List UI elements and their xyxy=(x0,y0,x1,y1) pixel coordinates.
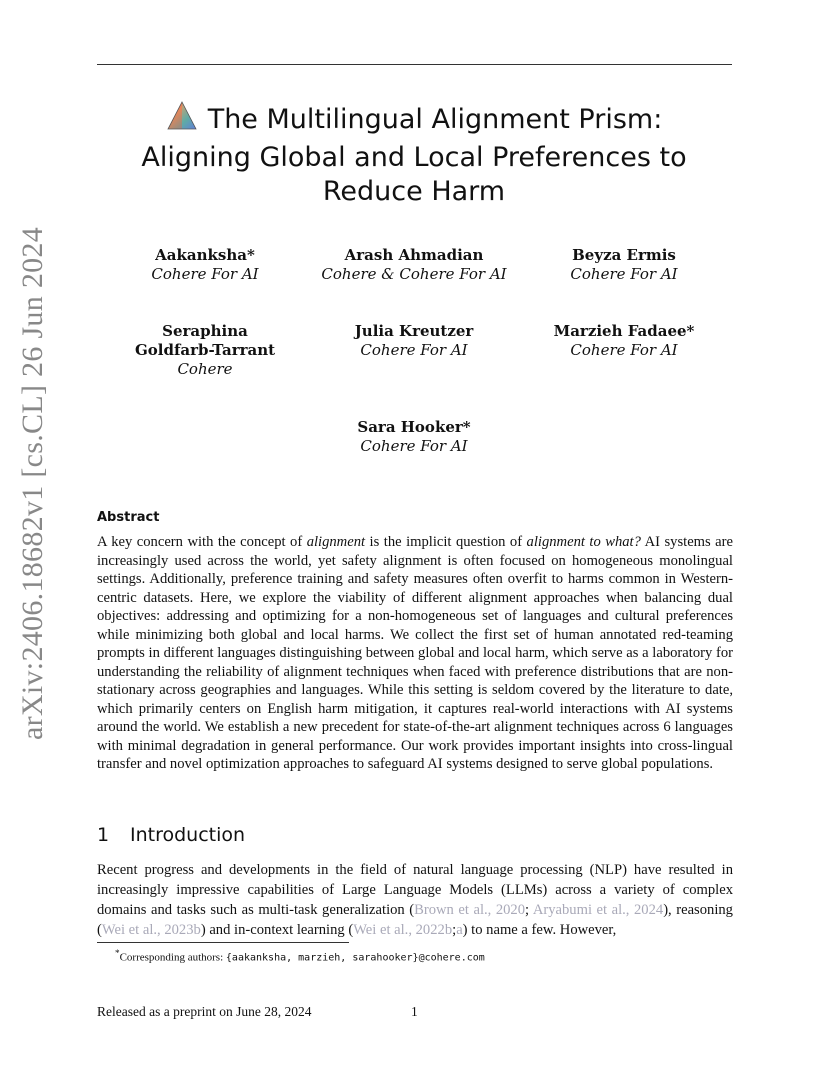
body-text: ; xyxy=(452,922,457,938)
author-affiliation: Cohere & Cohere For AI xyxy=(321,265,507,283)
author-name: Marzieh Fadaee* xyxy=(553,322,695,340)
author-name: Julia Kreutzer xyxy=(354,322,474,340)
citation-link[interactable]: Aryabumi et al., 2024 xyxy=(532,902,664,918)
introduction-paragraph xyxy=(97,860,733,940)
abstract-emphasis: alignment to what? xyxy=(526,534,641,550)
author-affiliation: Cohere For AI xyxy=(360,341,468,359)
author-affiliation: Cohere xyxy=(177,360,233,378)
author xyxy=(494,246,754,284)
body-text: ), reasoning ( xyxy=(97,902,733,938)
citation-link[interactable]: a xyxy=(456,922,463,938)
author-affiliation: Cohere For AI xyxy=(570,341,678,359)
footnote-emails: {aakanksha, marzieh, sarahooker}@cohere.com xyxy=(225,952,485,964)
section-heading xyxy=(97,824,245,846)
footnote-rule xyxy=(97,942,349,943)
title-line-2: Aligning Global and Local Preferences to xyxy=(141,142,687,173)
section-number: 1 xyxy=(97,824,110,846)
footnote xyxy=(115,948,485,964)
title-line-1: The Multilingual Alignment Prism: xyxy=(207,104,663,135)
author-affiliation: Cohere For AI xyxy=(360,437,468,455)
footnote-text: Corresponding authors: xyxy=(119,951,226,964)
paper-title xyxy=(0,100,828,209)
author-name: Aakanksha* xyxy=(155,246,255,264)
author-name: Arash Ahmadian xyxy=(344,246,484,264)
footnote-mark: * xyxy=(115,948,120,958)
header-rule xyxy=(97,64,732,65)
abstract-text: is the implicit question of xyxy=(365,534,527,550)
arxiv-stamp: arXiv:2406.18682v1 [cs.CL] 26 Jun 2024 xyxy=(16,226,49,740)
author xyxy=(494,322,754,360)
abstract-heading: Abstract xyxy=(97,510,160,525)
author-affiliation: Cohere For AI xyxy=(151,265,259,283)
abstract-text: A key concern with the concept of xyxy=(97,534,307,550)
page-number: 1 xyxy=(411,1004,418,1019)
author-name: Beyza Ermis xyxy=(572,246,676,264)
abstract-body xyxy=(97,533,733,774)
body-text: ) and in-context learning ( xyxy=(200,922,354,938)
citation-link[interactable]: Brown et al., 2020 xyxy=(414,902,526,918)
author-name: Sara Hooker* xyxy=(357,418,471,436)
section-title: Introduction xyxy=(130,824,246,846)
author-name: Goldfarb-Tarrant xyxy=(134,341,276,359)
citation-link[interactable]: Wei et al., 2022b xyxy=(353,922,453,938)
abstract-emphasis: alignment xyxy=(306,534,366,550)
author-name: Seraphina xyxy=(162,322,248,340)
author xyxy=(284,418,544,456)
author-affiliation: Cohere For AI xyxy=(570,265,678,283)
citation-link[interactable]: Wei et al., 2023b xyxy=(101,922,201,938)
body-text: ) to name a few. However, xyxy=(462,922,617,938)
body-text: ; xyxy=(525,902,533,918)
prism-logo-icon xyxy=(166,100,198,141)
title-line-3: Reduce Harm xyxy=(322,176,506,207)
footer-release-note: Released as a preprint on June 28, 2024 xyxy=(97,1004,312,1019)
body-text: Recent progress and developments in the field of natural language processing (NLP) have resulted in increasingly impressive capabilities of Large Language Models (LLMs) across a variety of complex domains and tasks such as multi-task generalization ( xyxy=(97,862,733,918)
abstract-text: AI systems are increasingly used across the world, yet safety alignment is often focused on homogeneous monolingual settings. Additionally, preference training and safety measures often overfit to harms common in Western-centric datasets. Here, we explore the viability of different alignment approaches when balancing dual objectives: addressing and optimizing for a non-homogeneous set of languages and cultural preferences while minimizing both global and local harms. We collect the first set of human annotated red-teaming prompts in different languages distinguishing between global and local harm, which serve as a laboratory for understanding the reliability of alignment techniques when faced with preference distributions that are non-stationary across geographies and languages. While this setting is seldom covered by the literature to date, which primarily centers on English harm mitigation, it captures real-world interactions with AI systems around the world. We establish a new precedent for state-of-the-art alignment techniques across 6 languages with minimal degradation in general performance. Our work provides important insights into cross-lingual transfer and novel optimization approaches to safeguard AI systems designed to serve global populations. xyxy=(97,534,733,772)
